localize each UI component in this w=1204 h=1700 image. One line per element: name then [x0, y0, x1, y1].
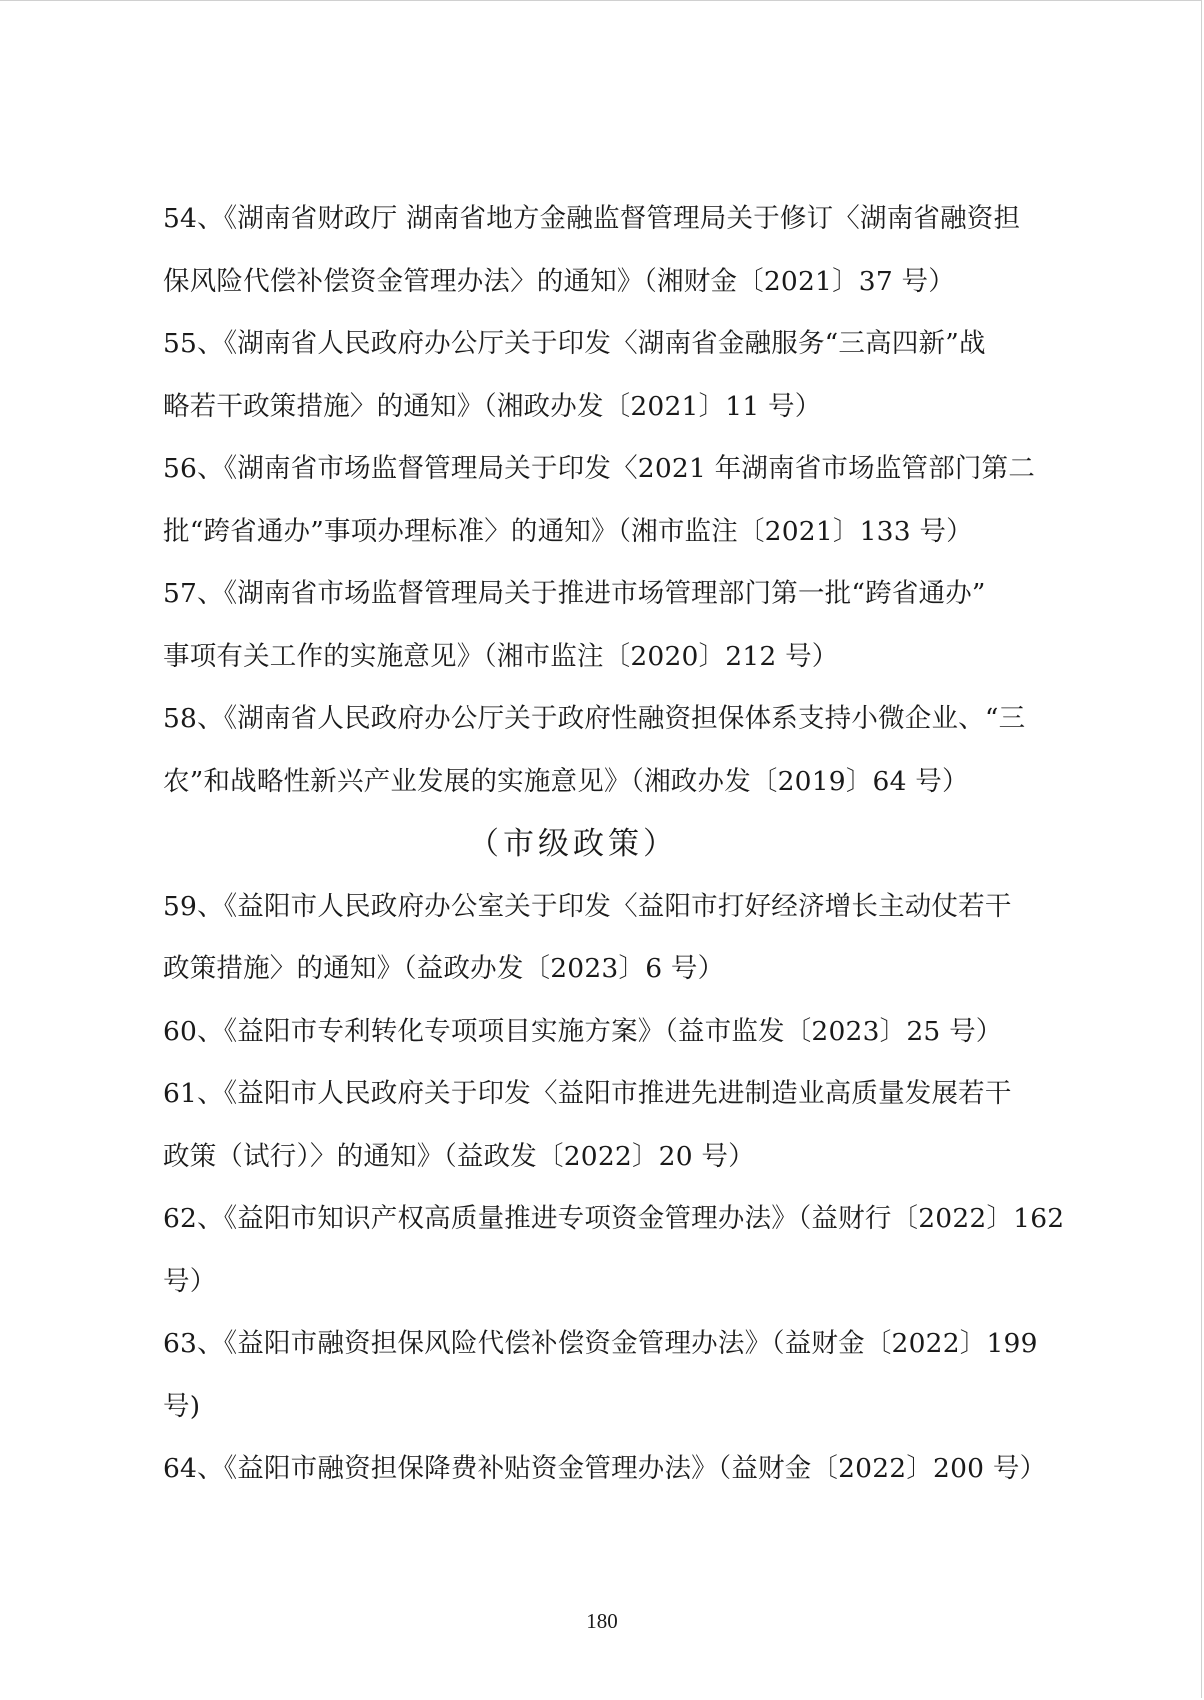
policy-64-line-1: 64、《益阳市融资担保降费补贴资金管理办法》（益财金〔2022〕200 号）: [163, 1453, 1047, 1484]
policy-57-line-2: 事项有关工作的实施意见》（湘市监注〔2020〕212 号）: [163, 640, 839, 672]
policy-54-line-1: 54、《湖南省财政厅 湖南省地方金融监督管理局关于修订〈湖南省融资担: [163, 203, 1021, 234]
section-heading-city-policies: （市级政策）: [468, 826, 678, 862]
policy-55-line-1: 55、《湖南省人民政府办公厅关于印发〈湖南省金融服务“三高四新”战: [163, 328, 986, 359]
policy-63-line-2: 号): [163, 1390, 201, 1422]
policy-55-line-2: 略若干政策措施〉的通知》（湘政办发〔2021〕11 号）: [163, 390, 822, 422]
policy-57-line-1: 57、《湖南省市场监督管理局关于推进市场管理部门第一批“跨省通办”: [163, 578, 986, 609]
policy-56-line-1: 56、《湖南省市场监督管理局关于印发〈2021 年湖南省市场监管部门第二: [163, 453, 1036, 484]
policy-60-line-1: 60、《益阳市专利转化专项项目实施方案》（益市监发〔2023〕25 号）: [163, 1015, 1003, 1047]
page-number: 180: [586, 1609, 618, 1633]
policy-62-line-2: 号）: [163, 1265, 217, 1297]
policy-61-line-2: 政策（试行）〉的通知》（益政发〔2022〕20 号）: [163, 1140, 755, 1172]
policy-59-line-1: 59、《益阳市人民政府办公室关于印发〈益阳市打好经济增长主动仗若干: [163, 890, 1012, 922]
policy-54-line-2: 保风险代偿补偿资金管理办法〉的通知》（湘财金〔2021〕37 号）: [163, 265, 955, 297]
policy-59-line-2: 政策措施〉的通知》（益政办发〔2023〕6 号）: [163, 953, 725, 984]
policy-58-line-1: 58、《湖南省人民政府办公厅关于政府性融资担保体系支持小微企业、“三: [163, 703, 1026, 734]
policy-63-line-1: 63、《益阳市融资担保风险代偿补偿资金管理办法》（益财金〔2022〕199: [163, 1328, 1038, 1359]
policy-62-line-1: 62、《益阳市知识产权高质量推进专项资金管理办法》（益财行〔2022〕162: [163, 1203, 1065, 1234]
policy-61-line-1: 61、《益阳市人民政府关于印发〈益阳市推进先进制造业高质量发展若干: [163, 1078, 1012, 1109]
policy-58-line-2: 农”和战略性新兴产业发展的实施意见》（湘政办发〔2019〕64 号）: [163, 765, 969, 797]
policy-56-line-2: 批“跨省通办”事项办理标准〉的通知》（湘市监注〔2021〕133 号）: [163, 515, 973, 547]
policy-list: [163, 188, 1065, 1501]
